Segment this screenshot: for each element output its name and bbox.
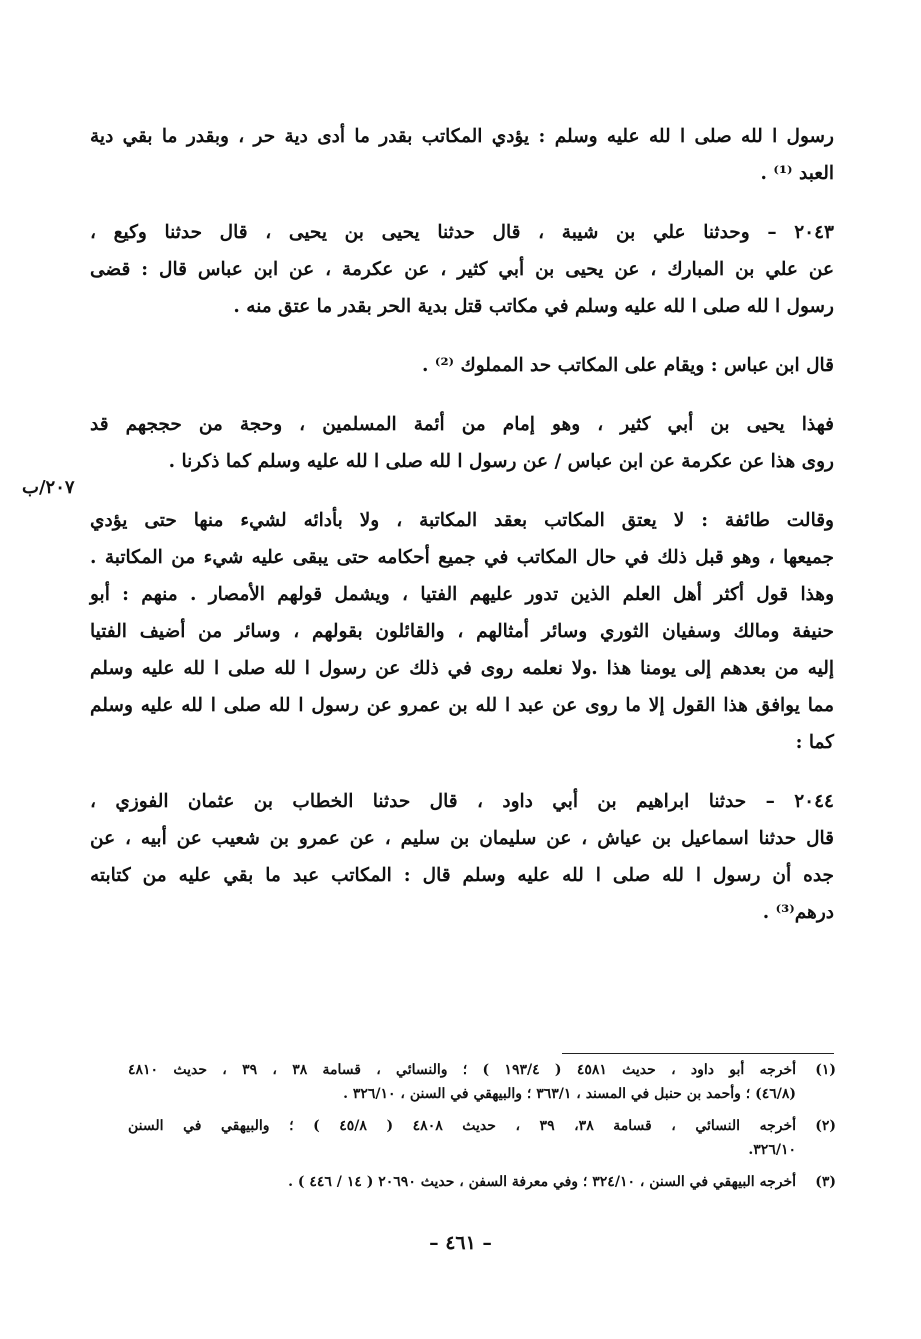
- footnote-divider: [562, 1053, 834, 1054]
- footnotes: [128, 1058, 836, 1194]
- text-line: ٢٠٤٤ – حدثنا ابراهيم بن أبي داود ، قال حدثنا الخطاب بن عثمان الفوزي ،: [90, 791, 834, 812]
- footnote-1: [128, 1058, 836, 1106]
- footnote-number: (٢): [815, 1118, 836, 1134]
- text-line: العبد ⁽¹⁾ .: [760, 163, 834, 184]
- footnote-line: أخرجه أبو داود ، حديث ٤٥٨١ ( ١٩٣/٤ ) ؛ والنسائي ، قسامة ٣٨ ، ٣٩ ، حديث ٤٨١٠: [128, 1062, 797, 1078]
- text-line: فهذا يحيى بن أبي كثير ، وهو إمام من أئمة المسلمين ، وحجة من حججهم قد: [90, 414, 834, 435]
- text-line: عن علي بن المبارك ، عن يحيى بن أبي كثير ، عن عكرمة ، عن ابن عباس قال : قضى: [90, 259, 834, 280]
- paragraph: [90, 406, 834, 480]
- paragraph: [90, 118, 834, 192]
- footnote-number: (٣): [815, 1174, 836, 1190]
- text-line: ٢٠٤٣ – وحدثنا علي بن شيبة ، قال حدثنا يحيى بن يحيى ، قال حدثنا وكيع ،: [90, 222, 834, 243]
- hadith-2043: [90, 214, 834, 325]
- footnote-3: [128, 1170, 836, 1194]
- text-line: وقالت طائفة : لا يعتق المكاتب بعقد المكاتبة ، ولا بأدائه لشيء منها حتى يؤدي: [90, 510, 834, 531]
- text-line: درهم⁽³⁾ .: [762, 902, 834, 923]
- text-line: جده أن رسول ا لله صلى ا لله عليه وسلم قال : المكاتب عبد ما بقي عليه من كتابته: [90, 865, 834, 886]
- page-number: – ٤٦١ –: [429, 1232, 492, 1254]
- text-line: رسول ا لله صلى ا لله عليه وسلم : يؤدي المكاتب بقدر ما أدى دية حر ، وبقدر ما بقي دية: [90, 126, 834, 147]
- footnote-2: [128, 1114, 836, 1162]
- text-line: جميعها ، وهو قبل ذلك في حال المكاتب في جميع أحكامه حتى يبقى عليه شيء من المكاتبة .: [90, 547, 834, 568]
- footnote-line: (٤٦/٨) ؛ وأحمد بن حنبل في المسند ، ٣٦٣/١ ؛ والبيهقي في السنن ، ٣٢٦/١٠ .: [343, 1086, 796, 1102]
- footnote-number: (١): [815, 1062, 836, 1078]
- hadith-2044: [90, 783, 834, 931]
- footnote-line: أخرجه النسائي ، قسامة ٣٨، ٣٩ ، حديث ٤٨٠٨ ( ٤٥/٨ ) ؛ والبيهقي في السنن: [128, 1118, 796, 1134]
- text-line: رسول ا لله صلى ا لله عليه وسلم في مكاتب قتل بدية الحر بقدر ما عتق منه .: [233, 296, 834, 317]
- footnote-line: ٣٢٦/١٠.: [748, 1142, 796, 1158]
- text-line: قال حدثنا اسماعيل بن عياش ، عن سليمان بن سليم ، عن عمرو بن شعيب عن أبيه ، عن: [90, 828, 834, 849]
- paragraph: [90, 502, 834, 761]
- folio-margin-note: ٢٠٧/ب: [22, 477, 75, 498]
- main-text: [90, 118, 834, 931]
- text-line: روى هذا عن عكرمة عن ابن عباس / عن رسول ا لله صلى ا لله عليه وسلم كما ذكرنا .: [168, 451, 834, 472]
- text-line: إليه من بعدهم إلى يومنا هذا .ولا نعلمه روى في ذلك عن رسول ا لله صلى ا لله عليه وسلم: [90, 658, 834, 679]
- paragraph: [90, 347, 834, 384]
- text-line: مما يوافق هذا القول إلا ما روى عن عبد ا لله بن عمرو عن رسول ا لله صلى ا لله عليه وسلم: [90, 695, 834, 716]
- text-line: كما :: [795, 732, 834, 753]
- text-line: وهذا قول أكثر أهل العلم الذين تدور عليهم الفتيا ، ويشمل قولهم الأمصار . منهم : أبو: [90, 584, 834, 605]
- footnote-line: أخرجه البيهقي في السنن ، ٣٢٤/١٠ ؛ وفي معرفة السفن ، حديث ٢٠٦٩٠ ( ١٤ / ٤٤٦ ) .: [288, 1174, 796, 1190]
- text-line: قال ابن عباس : ويقام على المكاتب حد المملوك ⁽²⁾ .: [422, 355, 834, 376]
- text-line: حنيفة ومالك وسفيان الثوري وسائر أمثالهم ، والقائلون بقولهم ، وسائر من أضيف الفتيا: [90, 621, 834, 642]
